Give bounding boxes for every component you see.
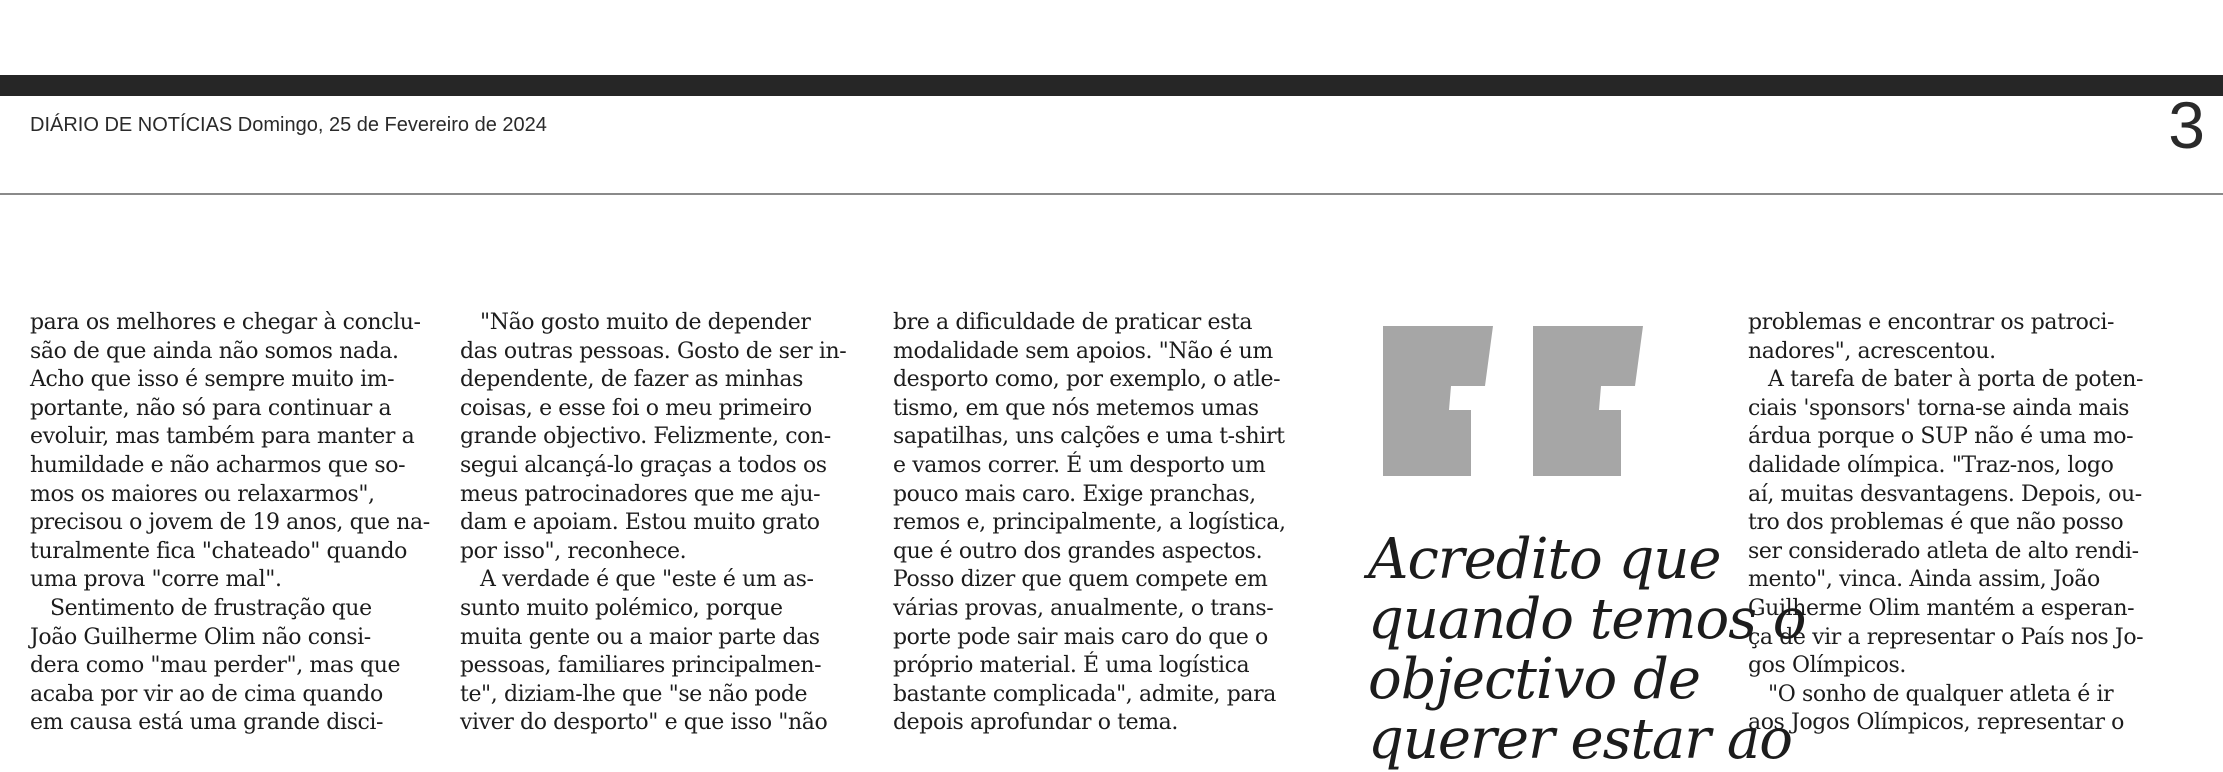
text-line: são de que ainda não somos nada. xyxy=(30,338,399,364)
text-line: várias provas, anualmente, o trans- xyxy=(893,595,1274,621)
text-line: bastante complicada", admite, para xyxy=(893,681,1276,707)
text-line: ser considerado atleta de alto rendi- xyxy=(1748,538,2139,564)
text-line: Acho que isso é sempre muito im- xyxy=(30,367,395,393)
text-line: grande objectivo. Felizmente, con- xyxy=(460,424,831,450)
text-line: dera como "mau perder", mas que xyxy=(30,653,401,679)
text-line: portante, não só para continuar a xyxy=(30,395,392,421)
text-line: meus patrocinadores que me aju- xyxy=(460,481,821,507)
text-line: evoluir, mas também para manter a xyxy=(30,424,415,450)
text-line: pessoas, familiares principalmen- xyxy=(460,653,822,679)
text-line: A verdade é que "este é um as- xyxy=(480,567,814,593)
text-line: e vamos correr. É um desporto um xyxy=(893,452,1266,478)
page-number: 3 xyxy=(2168,88,2205,162)
text-line: depois aprofundar o tema. xyxy=(893,710,1178,736)
text-line: árdua porque o SUP não é uma mo- xyxy=(1748,424,2134,450)
pull-quote-line: querer estar ao xyxy=(1368,707,1792,772)
text-line: "O sonho de qualquer atleta é ir xyxy=(1768,681,2114,707)
text-line: acaba por vir ao de cima quando xyxy=(30,681,383,707)
text-line: turalmente fica "chateado" quando xyxy=(30,538,407,564)
text-line: aos Jogos Olímpicos, representar o xyxy=(1748,710,2124,736)
text-line: mos os maiores ou relaxarmos", xyxy=(30,481,375,507)
column-5 xyxy=(1748,309,2143,738)
text-line: dalidade olímpica. "Traz-nos, logo xyxy=(1748,452,2114,478)
text-line: mento", vinca. Ainda assim, João xyxy=(1748,567,2100,593)
text-line: A tarefa de bater à porta de poten- xyxy=(1768,367,2144,393)
text-line: porte pode sair mais caro do que o xyxy=(893,624,1268,650)
text-line: uma prova "corre mal". xyxy=(30,567,282,593)
text-line: problemas e encontrar os patroci- xyxy=(1748,310,2115,335)
text-line: para os melhores e chegar à conclu- xyxy=(30,310,421,335)
text-line: precisou o jovem de 19 anos, que na- xyxy=(30,510,430,536)
text-line: bre a dificuldade de praticar esta xyxy=(893,310,1253,335)
text-line: desporto como, por exemplo, o atle- xyxy=(893,367,1281,393)
text-line: dependente, de fazer as minhas xyxy=(460,367,804,393)
pull-quote-line: Acredito que xyxy=(1368,527,1721,592)
text-line: remos e, principalmente, a logística, xyxy=(893,510,1286,536)
pull-quote-line: objectivo de xyxy=(1368,647,1700,712)
quote-mark-icon xyxy=(1365,314,1655,484)
text-line: por isso", reconhece. xyxy=(460,538,687,564)
header-divider xyxy=(0,193,2223,195)
text-line: dam e apoiam. Estou muito grato xyxy=(460,510,820,536)
text-line: humildade e não acharmos que so- xyxy=(30,452,406,478)
text-line: gos Olímpicos. xyxy=(1748,653,1906,679)
text-line: te", diziam-lhe que "se não pode xyxy=(460,681,808,707)
running-head: DIÁRIO DE NOTÍCIAS Domingo, 25 de Fevereiro de 2024 xyxy=(30,114,547,136)
text-line: pouco mais caro. Exige pranchas, xyxy=(893,481,1256,507)
text-line: segui alcançá-lo graças a todos os xyxy=(460,452,827,478)
text-line: das outras pessoas. Gosto de ser in- xyxy=(460,338,847,364)
text-line: tismo, em que nós metemos umas xyxy=(893,395,1259,421)
text-line: viver do desporto" e que isso "não xyxy=(460,710,828,736)
text-line: João Guilherme Olim não consi- xyxy=(30,624,371,650)
text-line: muita gente ou a maior parte das xyxy=(460,624,820,650)
text-line: aí, muitas desvantagens. Depois, ou- xyxy=(1748,481,2142,507)
text-line: Guilherme Olim mantém a esperan- xyxy=(1748,595,2135,621)
column-3 xyxy=(893,309,1286,738)
column-1 xyxy=(30,309,430,738)
text-line: Sentimento de frustração que xyxy=(50,595,372,621)
text-line: coisas, e esse foi o meu primeiro xyxy=(460,395,812,421)
pull-quote xyxy=(1368,527,1806,772)
text-line: sunto muito polémico, porque xyxy=(460,595,783,621)
text-line: ça de vir a representar o País nos Jo- xyxy=(1748,624,2144,650)
pull-quote-line: quando temos o xyxy=(1368,587,1806,652)
text-line: nadores", acrescentou. xyxy=(1748,338,1996,364)
text-line: tro dos problemas é que não posso xyxy=(1748,510,2124,536)
text-line: em causa está uma grande disci- xyxy=(30,710,384,736)
text-line: próprio material. É uma logística xyxy=(893,653,1250,679)
column-2 xyxy=(460,309,846,738)
text-line: sapatilhas, uns calções e uma t-shirt xyxy=(893,424,1285,450)
top-rule xyxy=(0,75,2223,96)
text-line: "Não gosto muito de depender xyxy=(480,310,811,335)
text-line: Posso dizer que quem compete em xyxy=(893,567,1268,593)
text-line: ciais 'sponsors' torna-se ainda mais xyxy=(1748,395,2130,421)
text-line: que é outro dos grandes aspectos. xyxy=(893,538,1263,564)
text-line: modalidade sem apoios. "Não é um xyxy=(893,338,1273,364)
